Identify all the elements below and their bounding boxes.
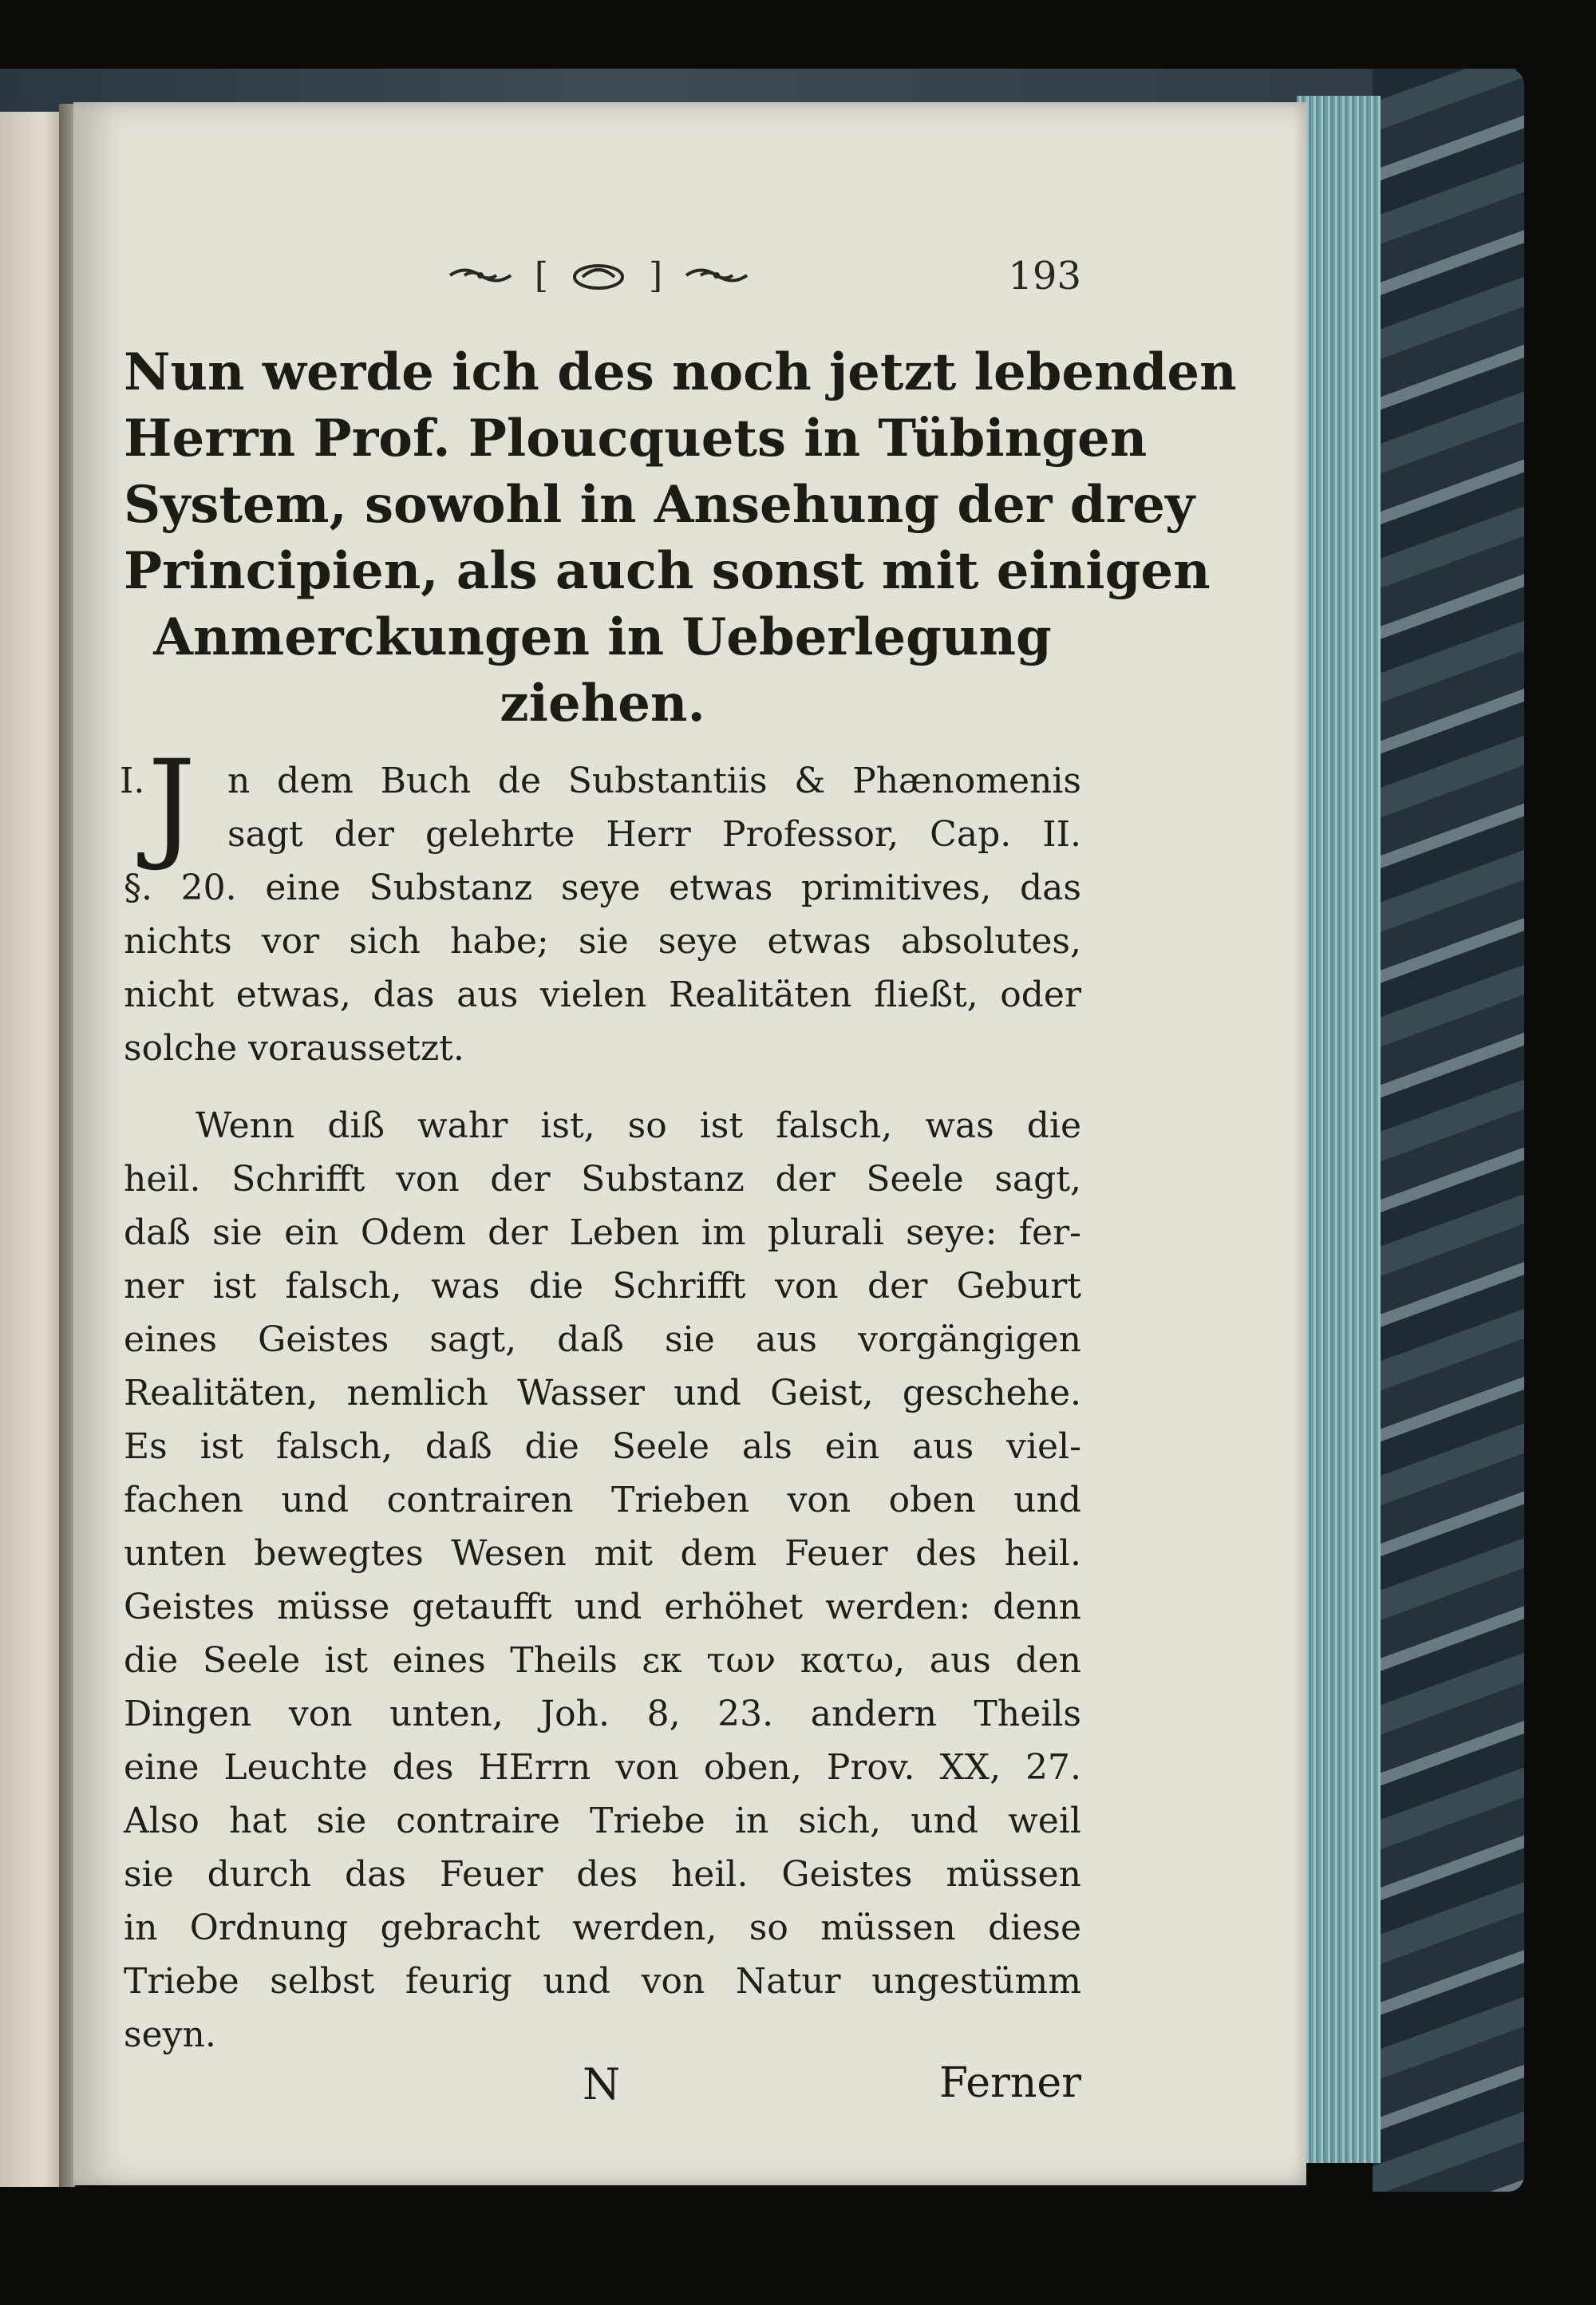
facing-page-edge bbox=[0, 112, 62, 2187]
text-line: Also hat sie contraire Triebe in sich, und weil bbox=[124, 1801, 1081, 1841]
section-heading bbox=[124, 339, 1237, 737]
text-line: eine Leuchte des HErrn von oben, Prov. XX, 27. bbox=[124, 1747, 1081, 1788]
text-line: n dem Buch de Substantiis & Phænomenis bbox=[227, 761, 1081, 801]
text-line: sagt der gelehrte Herr Professor, Cap. II. bbox=[227, 814, 1081, 855]
bracket-close: ] bbox=[649, 255, 663, 296]
text-line: Es ist falsch, daß die Seele als ein aus viel- bbox=[124, 1426, 1081, 1467]
text-line: Triebe selbst feurig und von Natur ungestümm bbox=[124, 1961, 1081, 2002]
heading-line: Anmerckungen in Ueberlegung bbox=[153, 607, 1052, 667]
text-line: eines Geistes sagt, daß sie aus vorgängigen bbox=[124, 1319, 1081, 1360]
body-text bbox=[120, 735, 1081, 2062]
page-edges bbox=[1297, 96, 1381, 2163]
text-line: sie durch das Feuer des heil. Geistes müssen bbox=[124, 1854, 1081, 1895]
text-line: §. 20. eine Substanz seye etwas primitives, das bbox=[124, 868, 1081, 908]
ornament-right-icon bbox=[685, 263, 749, 287]
text-line: Wenn diß wahr ist, so ist falsch, was die bbox=[196, 1105, 1081, 1146]
heading-line: Herrn Prof. Ploucquets in Tübingen bbox=[124, 409, 1148, 469]
paragraph bbox=[124, 1099, 1081, 2062]
text-line: Dingen von unten, Joh. 8, 23. andern Theils bbox=[124, 1694, 1081, 1734]
text-line: Realitäten, nemlich Wasser und Geist, geschehe. bbox=[124, 1373, 1081, 1413]
crown-ornament-icon bbox=[571, 259, 626, 291]
ornament-left-icon bbox=[448, 263, 512, 287]
text-line: nichts vor sich habe; sie seye etwas absolutes, bbox=[124, 921, 1081, 962]
heading-line: System, sowohl in Ansehung der drey bbox=[124, 475, 1195, 535]
text-line: solche voraussetzt. bbox=[124, 1028, 464, 1069]
section-number: I. bbox=[120, 761, 145, 801]
text-line: die Seele ist eines Theils εκ των κατω, aus den bbox=[124, 1640, 1081, 1681]
text-line: in Ordnung gebracht werden, so müssen diese bbox=[124, 1908, 1081, 1948]
running-head bbox=[399, 247, 798, 303]
paragraph bbox=[120, 735, 1081, 1075]
bracket-open: [ bbox=[534, 255, 548, 296]
text-line: Geistes müsse getaufft und erhöhet werden: denn bbox=[124, 1587, 1081, 1627]
signature-mark: N bbox=[583, 2059, 621, 2109]
text-line: nicht etwas, das aus vielen Realitäten fließt, oder bbox=[124, 975, 1081, 1015]
heading-line: ziehen. bbox=[500, 674, 705, 733]
page-number: 193 bbox=[1008, 254, 1081, 299]
book-cover-marbled bbox=[1373, 69, 1524, 2192]
text-line: daß sie ein Odem der Leben im plurali seye: fer- bbox=[124, 1212, 1081, 1253]
text-line: seyn. bbox=[124, 2014, 216, 2055]
book-gutter bbox=[59, 104, 75, 2187]
drop-cap: J bbox=[148, 735, 196, 874]
text-line: fachen und contrairen Trieben von oben und bbox=[124, 1480, 1081, 1520]
catchword: Ferner bbox=[939, 2059, 1081, 2107]
heading-line: Nun werde ich des noch jetzt lebenden bbox=[124, 342, 1237, 402]
heading-line: Principien, als auch sonst mit einigen bbox=[124, 541, 1211, 601]
text-line: heil. Schrifft von der Substanz der Seele sagt, bbox=[124, 1159, 1081, 1200]
text-line: ner ist falsch, was die Schrifft von der Geburt bbox=[124, 1266, 1081, 1307]
text-line: unten bewegtes Wesen mit dem Feuer des heil. bbox=[124, 1533, 1081, 1574]
